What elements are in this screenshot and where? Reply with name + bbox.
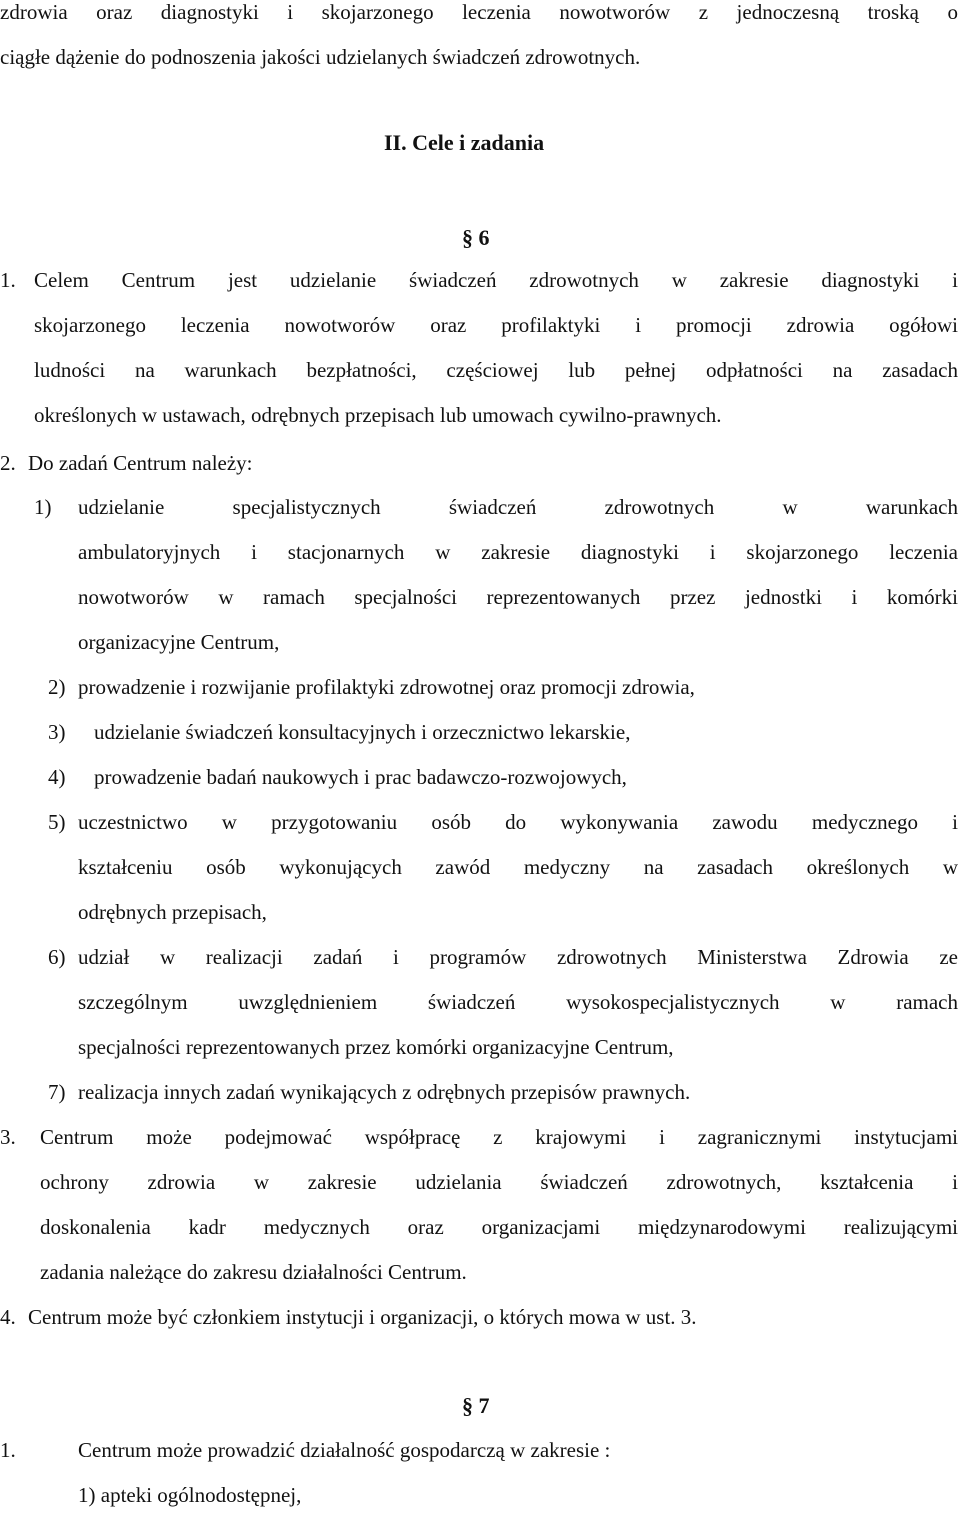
intro-line-1: zdrowia oraz diagnostyki i skojarzonego leczenia nowotworów z jednoczesną troską o xyxy=(0,0,958,24)
list-item-3-text: udzielanie świadczeń konsultacyjnych i orzecznictwo lekarskie, xyxy=(94,720,631,744)
point-4-text: Centrum może być członkiem instytucji i organizacji, o których mowa w ust. 3. xyxy=(28,1305,697,1329)
list-item-number: 4) xyxy=(48,765,66,789)
list-item-7-text: realizacja innych zadań wynikających z odrębnych przepisów prawnych. xyxy=(78,1080,691,1104)
list-item-5-text: uczestnictwo w przygotowaniu osób do wykonywania zawodu medycznego i kształceniu osób wykonujących zawód medyczny na zasadach określonych w odrębnych przepisach, xyxy=(78,810,958,924)
list-item-number: 3) xyxy=(48,720,66,744)
list-item-4-text: prowadzenie badań naukowych i prac badawczo-rozwojowych, xyxy=(94,765,627,789)
point-number: 1. xyxy=(0,268,16,292)
list-item-2-text: prowadzenie i rozwijanie profilaktyki zdrowotnej oraz promocji zdrowia, xyxy=(78,675,695,699)
point-number: 1. xyxy=(0,1438,16,1462)
point-1-text: Celem Centrum jest udzielanie świadczeń zdrowotnych w zakresie diagnostyki i xyxy=(34,268,958,292)
point-number: 3. xyxy=(0,1125,16,1149)
list-item-number: 6) xyxy=(48,945,66,969)
list-item-number: 7) xyxy=(48,1080,66,1104)
paragraph-symbol-6: § 6 xyxy=(462,225,490,250)
paragraph-symbol-7: § 7 xyxy=(462,1393,490,1418)
point-3-text: Centrum może podejmować współpracę z krajowymi i zagranicznymi instytucjami ochrony zdrowia w zakresie udzielania świadczeń zdrowotnych, kształcenia i doskonalenia kadr medycznych oraz organizacjami międzynarodowymi realizującymi zadania należące do zakresu działalności Centrum. xyxy=(40,1125,958,1284)
point-number: 4. xyxy=(0,1305,16,1329)
list-item-1-text: udzielanie specjalistycznych świadczeń zdrowotnych w warunkach ambulatoryjnych i stacjonarnych w zakresie diagnostyki i skojarzonego leczenia nowotworów w ramach specjalności reprezentowanych przez jednostki i komórki organizacyjne Centrum, xyxy=(78,495,958,654)
list-item-number: 2) xyxy=(48,675,66,699)
point-2-intro: Do zadań Centrum należy: xyxy=(28,451,253,475)
par7-point-1-text: Centrum może prowadzić działalność gospodarczą w zakresie : xyxy=(78,1438,611,1462)
section-heading: II. Cele i zadania xyxy=(384,130,545,155)
list-item-number: 1) xyxy=(34,495,52,519)
list-item-number: 5) xyxy=(48,810,66,834)
point-1-continuation: skojarzonego leczenia nowotworów oraz profilaktyki i promocji zdrowia ogółowi ludności na warunkach bezpłatności, częściowej lub pełnej odpłatności na zasadach określonych w ustawach, odrębnych przepisach lub umowach cywilno-prawnych. xyxy=(34,313,958,427)
intro-line-2: ciągłe dążenie do podnoszenia jakości udzielanych świadczeń zdrowotnych. xyxy=(0,45,641,69)
list-item-6-text: udział w realizacji zadań i programów zdrowotnych Ministerstwa Zdrowia ze szczególnym uwzględnieniem świadczeń wysokospecjalistycznych w ramach specjalności reprezentowanych przez komórki organizacyjne Centrum, xyxy=(78,945,958,1059)
point-number: 2. xyxy=(0,451,16,475)
par7-list-item-1: 1) apteki ogólnodostępnej, xyxy=(78,1483,302,1507)
